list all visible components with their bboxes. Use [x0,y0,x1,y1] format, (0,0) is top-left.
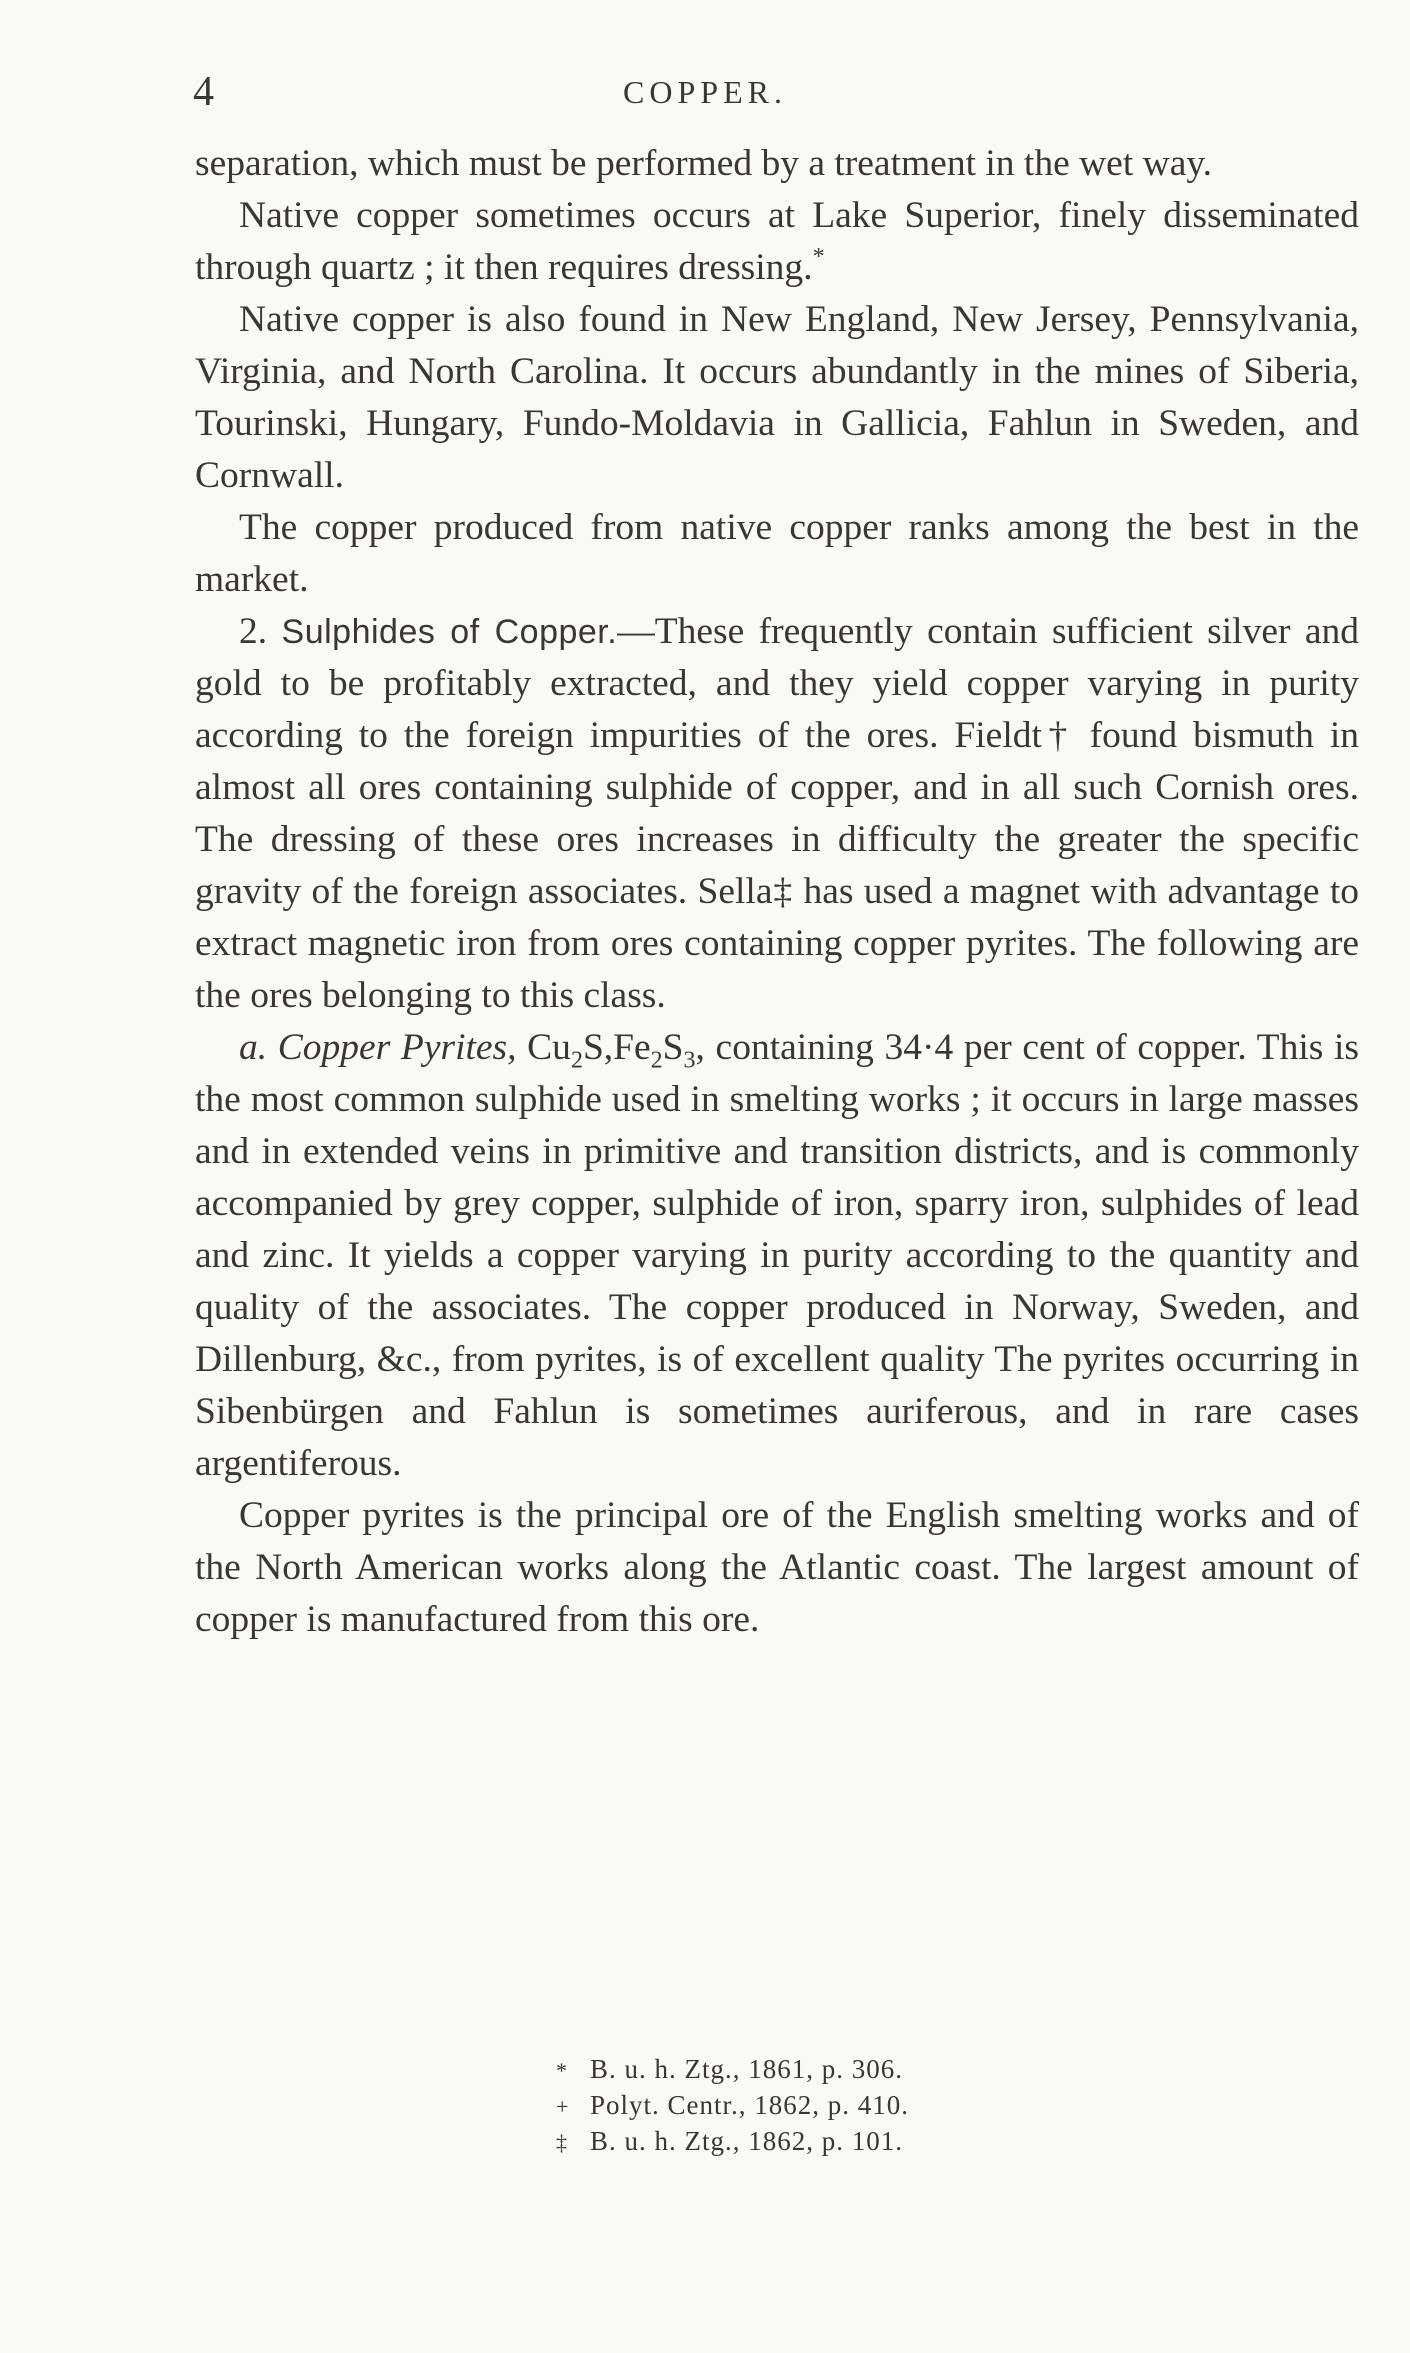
footnote-ref-3: ‡ [772,871,794,912]
chemical-formula: $Cu_2S,Fe_2S_3$ [516,1027,696,1074]
running-title: COPPER. [623,74,787,110]
paragraph-5: 2. Sulphides of Copper.—These frequently contain sufficient silver and gold to be profitably extracted, and they yield copper varying in purity according to the foreign impurities of the ores. Fieldt† found bismuth in almost all ores containing sulphide of copper, and in all such Cornish ores. The dressing of these ores increases in difficulty the greater the specific gravity of the foreign associates. Sella‡ has used a magnet with advantage to extract magnetic iron from ores containing copper pyrites. The following are the ores belonging to this class. [195,611,1360,1016]
paragraph-7: Copper pyrites is the principal ore of the English smelting works and of the North American works along the Atlantic coast. The largest amount of copper is manufactured from this ore. [195,1495,1359,1640]
footnote-mark: ‡ [556,2130,568,2155]
footnote-ref-2: † [1041,715,1074,756]
section-number: 2. [239,611,268,652]
footnote-ref-1: * [812,243,825,270]
item-letter: a. [239,1027,268,1068]
section-heading: Sulphides of Copper. [281,613,618,651]
paragraph-3: Native copper is also found in New England, New Jersey, Pennsylvania, Virginia, and North Carolina. It occurs abundantly in the mines of Siberia, Tourinski, Hungary, Fundo-Moldavia in Gallicia, Fahlun in Sweden, and Cornwall. [195,299,1359,496]
footnote-mark: * [556,2058,568,2083]
mineral-name: Copper Pyrites, [277,1027,517,1068]
footnotes [556,2052,909,2160]
running-head [0,62,1410,122]
footnote-mark: + [556,2094,570,2119]
page-number: 4 [193,69,214,115]
footnote: * B. u. h. Ztg., 1861, p. 306. [556,2052,909,2088]
paragraph-6: a. Copper Pyrites, $Cu_2S,Fe_2S_3$, containing 34·4 per cent of copper. This is the most common sulphide used in smelting works ; it occurs in large masses and in extended veins in primitive and transition districts, and is commonly accompanied by grey copper, sulphide of iron, sparry iron, sulphides of lead and zinc. It yields a copper varying in purity according to the quantity and quality of the associates. The copper produced in Norway, Sweden, and Dillenburg, &c., from pyrites, is of excellent quality The pyrites occurring in Sibenbürgen and Fahlun is sometimes auriferous, and in rare cases argentiferous. [195,1027,1359,1484]
paragraph-1: separation, which must be performed by a treatment in the wet way. [195,143,1213,184]
footnote: ‡ B. u. h. Ztg., 1862, p. 101. [556,2124,909,2160]
body-text [195,138,1359,1646]
footnote: + Polyt. Centr., 1862, p. 410. [556,2088,909,2124]
paragraph-2: Native copper sometimes occurs at Lake Superior, finely disseminated through quartz ; it then requires dressing.* [195,195,1359,288]
paragraph-4: The copper produced from native copper ranks among the best in the market. [195,507,1359,600]
